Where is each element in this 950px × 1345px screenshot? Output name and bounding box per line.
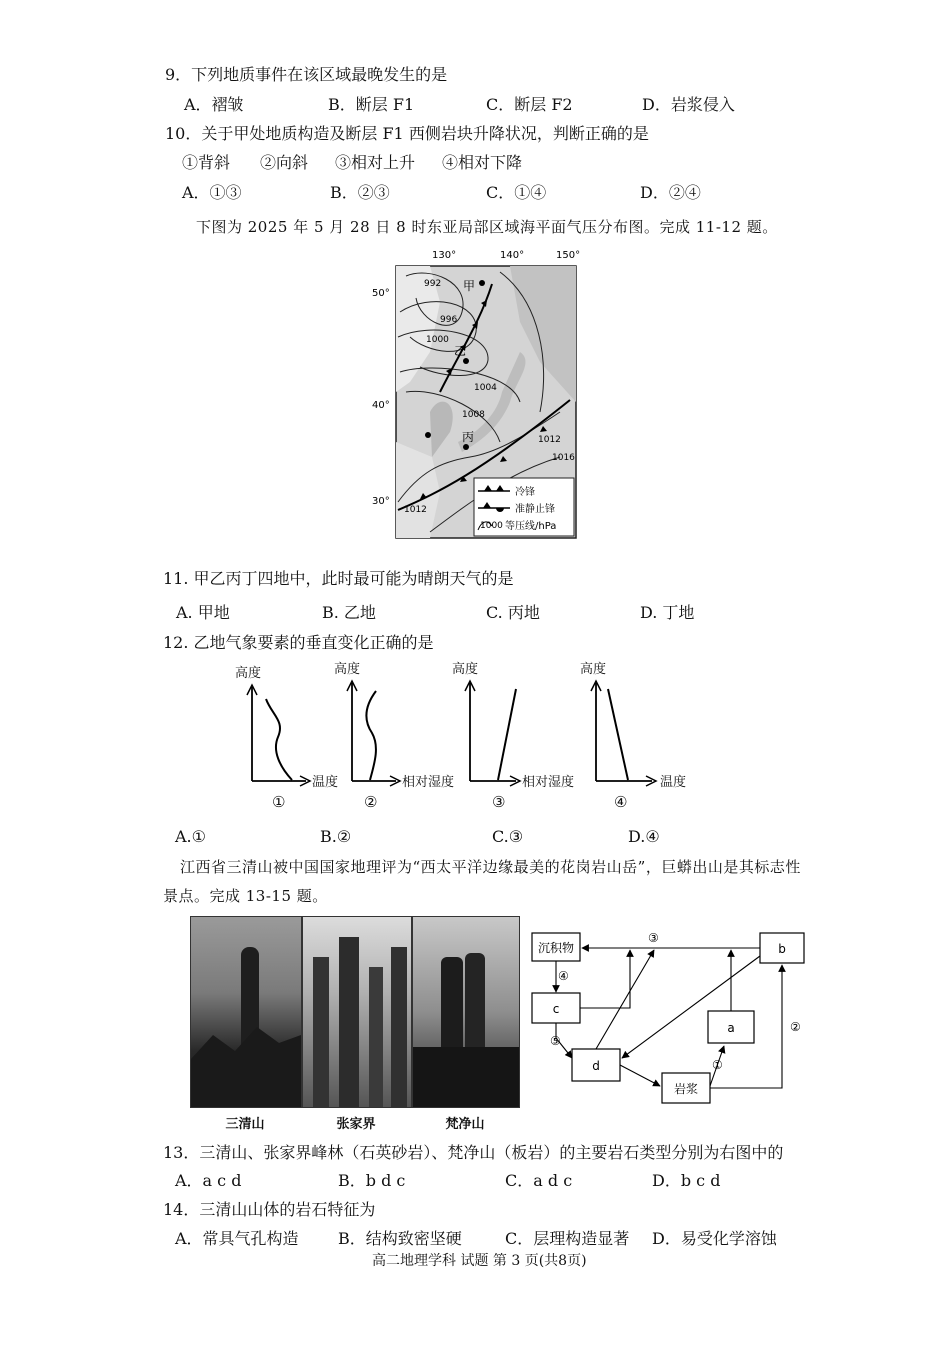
q13-option-b[interactable]: B．b d c — [338, 1171, 406, 1190]
q10-stem: 10．关于甲处地质构造及断层 F1 西侧岩块升降状况，判断正确的是 — [165, 124, 649, 143]
q12-option-d[interactable]: D.④ — [628, 827, 660, 846]
place-dot — [463, 358, 469, 364]
q9-option-b[interactable]: B．断层 F1 — [328, 95, 415, 114]
graph-1-ylabel: 高度 — [235, 666, 262, 681]
graph-1-number: ① — [272, 793, 286, 811]
label-sediment: 沉积物 — [537, 941, 575, 955]
q10-item-3: ③相对上升 — [335, 153, 416, 172]
graph-3-xlabel: 相对湿度 — [522, 775, 575, 790]
intro-11-12: 下图为 2025 年 5 月 28 日 8 时东亚局部区域海平面气压分布图。完成 11-12 题。 — [196, 218, 778, 236]
q10-item-4: ④相对下降 — [442, 153, 523, 172]
isobar-label: 1012 — [404, 505, 427, 515]
photo-sanqingshan — [190, 916, 302, 1108]
isobar-label: 1000 — [426, 335, 449, 345]
q11-option-c[interactable]: C. 丙地 — [486, 603, 540, 622]
process-4: ④ — [558, 969, 569, 983]
place-dot — [479, 280, 485, 286]
arrow-d-magma — [620, 1065, 660, 1086]
graph-4-number: ④ — [614, 793, 628, 811]
graph-3-curve — [498, 689, 516, 780]
caption-fanjingshan: 梵净山 — [445, 1117, 485, 1132]
intro-13-15-line1: 江西省三清山被中国国家地理评为“西太平洋边缘最美的花岗岩山岳”，巨蟒出山是其标志性 — [180, 858, 801, 876]
process-5: ⑤ — [550, 1034, 561, 1048]
graph-2-ylabel: 高度 — [334, 662, 361, 677]
graph-4-xlabel: 温度 — [660, 775, 687, 790]
q14-option-a[interactable]: A．常具气孔构造 — [175, 1229, 299, 1248]
q11-stem: 11. 甲乙丙丁四地中，此时最可能为晴朗天气的是 — [163, 569, 514, 588]
label-c: c — [552, 1002, 560, 1016]
q14-option-d[interactable]: D．易受化学溶蚀 — [652, 1229, 777, 1248]
q10-option-b[interactable]: B．②③ — [330, 183, 390, 202]
label-d: d — [592, 1059, 600, 1073]
place-bing: 丙 — [462, 430, 475, 444]
place-jia: 甲 — [463, 279, 476, 293]
lon-label: 140° — [500, 250, 525, 261]
q11-option-b[interactable]: B. 乙地 — [322, 603, 376, 622]
lat-label: 30° — [372, 496, 390, 507]
process-3: ③ — [648, 931, 659, 945]
graph-2-number: ② — [364, 793, 378, 811]
photo-fanjingshan — [412, 916, 520, 1108]
q13-option-d[interactable]: D．b c d — [652, 1171, 721, 1190]
q13-stem: 13．三清山、张家界峰林（石英砂岩）、梵净山（板岩）的主要岩石类型分别为右图中的 — [163, 1143, 784, 1162]
label-a: a — [727, 1021, 735, 1035]
q9-option-d[interactable]: D．岩浆侵入 — [642, 95, 735, 114]
graph-1-xlabel: 温度 — [312, 775, 339, 790]
lat-label: 50° — [372, 288, 390, 299]
q14-stem: 14．三清山山体的岩石特征为 — [163, 1200, 376, 1219]
q14-option-c[interactable]: C．层理构造显著 — [505, 1229, 630, 1248]
arrow-c-sediment — [580, 950, 630, 1008]
pressure-map — [370, 242, 585, 542]
q10-option-d[interactable]: D．②④ — [640, 183, 701, 202]
graph-4-curve — [608, 689, 628, 780]
process-2: ② — [790, 1020, 801, 1034]
lon-label: 130° — [432, 250, 457, 261]
place-dot — [463, 444, 469, 450]
process-1: ① — [712, 1058, 723, 1072]
photo-zhangjiajie — [302, 916, 412, 1108]
q13-option-c[interactable]: C．a d c — [505, 1171, 573, 1190]
isobar-label: 1004 — [474, 383, 497, 393]
q12-stem: 12. 乙地气象要素的垂直变化正确的是 — [163, 633, 434, 652]
isobar-label: 996 — [440, 315, 458, 325]
legend-cold-front: 冷锋 — [515, 487, 535, 498]
q9-stem: 9．下列地质事件在该区域最晚发生的是 — [165, 65, 448, 84]
q9-option-a[interactable]: A．褶皱 — [184, 95, 244, 114]
q13-option-a[interactable]: A．a c d — [175, 1171, 242, 1190]
q10-option-a[interactable]: A．①③ — [182, 183, 242, 202]
page-footer: 高二地理学科 试题 第 3 页(共8页) — [372, 1253, 587, 1269]
graph-3-number: ③ — [492, 793, 506, 811]
graph-4-ylabel: 高度 — [580, 662, 607, 677]
q9-option-c[interactable]: C．断层 F2 — [486, 95, 573, 114]
graph-1-curve — [266, 699, 292, 780]
vertical-profile-graphs — [230, 655, 710, 815]
label-b: b — [778, 942, 786, 956]
place-dot — [425, 432, 431, 438]
label-magma: 岩浆 — [673, 1082, 699, 1096]
legend-stationary-front: 准静止锋 — [515, 504, 555, 515]
q14-option-b[interactable]: B．结构致密坚硬 — [338, 1229, 462, 1248]
graph-2-curve — [366, 691, 376, 780]
isobar-label: 992 — [424, 279, 442, 289]
caption-zhangjiajie: 张家界 — [336, 1117, 376, 1132]
intro-13-15-line2: 景点。完成 13-15 题。 — [163, 887, 328, 905]
q11-option-d[interactable]: D. 丁地 — [640, 603, 695, 622]
lat-label: 40° — [372, 400, 390, 411]
rock-cycle-diagram — [520, 918, 820, 1118]
caption-sanqingshan: 三清山 — [225, 1117, 265, 1132]
q11-option-a[interactable]: A. 甲地 — [176, 603, 230, 622]
q12-option-c[interactable]: C.③ — [492, 827, 524, 846]
isobar-label: 1008 — [462, 410, 485, 420]
legend-isobar: 等压线/hPa — [505, 521, 557, 532]
q12-option-a[interactable]: A.① — [175, 827, 206, 846]
graph-3-ylabel: 高度 — [452, 662, 479, 677]
isobar-label: 1012 — [538, 435, 561, 445]
lon-label: 150° — [556, 250, 581, 261]
q12-option-b[interactable]: B.② — [320, 827, 352, 846]
place-yi: 乙 — [454, 344, 467, 358]
legend-isobar-value: 1000 — [480, 521, 503, 531]
isobar-label: 1016 — [552, 453, 575, 463]
q10-item-2: ②向斜 — [260, 153, 309, 172]
arrow-d-sediment — [596, 950, 654, 1049]
graph-2-xlabel: 相对湿度 — [402, 775, 455, 790]
q10-item-1: ①背斜 — [182, 153, 231, 172]
q10-option-c[interactable]: C．①④ — [486, 183, 547, 202]
